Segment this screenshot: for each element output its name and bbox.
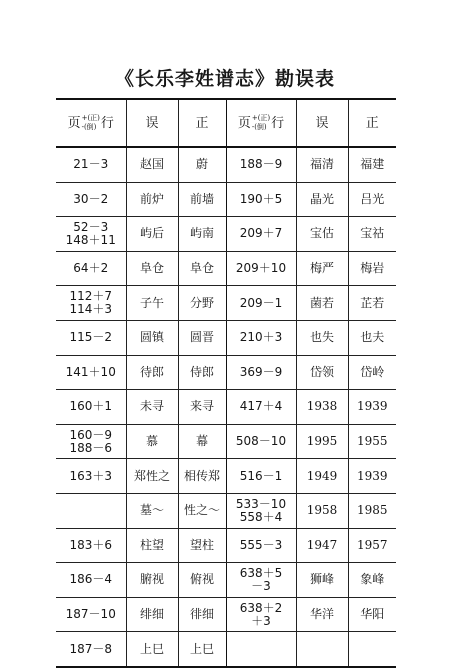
right-page-line-cell — [226, 147, 296, 182]
right-page-line-cell — [226, 217, 296, 252]
left-page-line-text: 148＋11 — [65, 232, 116, 247]
right-wrong-cell: 1938 — [296, 390, 348, 425]
right-page-line-text: 369－9 — [239, 364, 283, 379]
right-right-cell: 1985 — [348, 493, 396, 528]
left-page-line-text: 187－10 — [65, 607, 116, 622]
left-page-line — [73, 158, 108, 171]
left-page-line-text: 160－9 — [69, 427, 113, 442]
left-page-line — [73, 262, 108, 275]
left-page-line-text: 163＋3 — [69, 468, 113, 483]
table-row — [56, 424, 396, 459]
right-page-line — [240, 331, 283, 344]
right-wrong-cell: 宝估 — [296, 217, 348, 252]
right-page-line-text: 508－10 — [235, 434, 287, 449]
left-page-line-cell — [56, 528, 126, 563]
left-page-line — [69, 643, 112, 656]
left-page-line-cell — [56, 251, 126, 286]
left-page-line-cell — [56, 390, 126, 425]
left-right-cell: 来寻 — [178, 390, 226, 425]
left-page-line-text: 30－2 — [73, 191, 109, 206]
header-page-line-right: 页 +(正) -(倒) 行 — [226, 99, 296, 147]
page-title: 《长乐李姓谱志》勘误表 — [114, 68, 335, 90]
table-row — [56, 286, 396, 321]
left-page-line-text: 115－2 — [69, 330, 113, 345]
left-page-line-cell — [56, 182, 126, 217]
table-row — [56, 563, 396, 598]
right-right-cell: 岱岭 — [348, 355, 396, 390]
left-right-cell: 前墙 — [178, 182, 226, 217]
left-page-line-cell — [56, 632, 126, 667]
right-page-line-text: 188－9 — [239, 157, 283, 172]
header-page-line-left: 页 +(正) -(倒) 行 — [56, 99, 126, 147]
right-wrong-cell: 华洋 — [296, 597, 348, 632]
right-page-line — [240, 297, 283, 310]
right-page-line-text: 533－10 — [235, 496, 287, 511]
right-page-line-text: 638＋5 — [239, 565, 283, 580]
right-wrong-cell: 梅严 — [296, 251, 348, 286]
right-page-line — [240, 602, 283, 628]
right-page-line — [240, 158, 283, 171]
header-right-right: 正 — [348, 99, 396, 147]
right-wrong-cell: 1995 — [296, 424, 348, 459]
right-right-cell: 也夫 — [348, 320, 396, 355]
right-right-cell: 华阳 — [348, 597, 396, 632]
right-page-line-cell — [226, 459, 296, 494]
right-page-line-text: 209＋7 — [239, 226, 283, 241]
left-wrong-cell: 前炉 — [126, 182, 178, 217]
left-right-cell: 望柱 — [178, 528, 226, 563]
table-row — [56, 355, 396, 390]
table-row — [56, 147, 396, 182]
right-page-line — [240, 400, 283, 413]
right-page-line-cell — [226, 251, 296, 286]
right-page-line-text: 516－1 — [239, 468, 283, 483]
right-wrong-cell — [296, 632, 348, 667]
left-wrong-cell: 待郎 — [126, 355, 178, 390]
left-page-line-text: 188－6 — [69, 440, 113, 455]
right-right-cell: 1939 — [348, 390, 396, 425]
header-right-left: 正 — [178, 99, 226, 147]
left-right-cell: 分野 — [178, 286, 226, 321]
left-right-cell: 幕 — [178, 424, 226, 459]
right-right-cell: 宝祜 — [348, 217, 396, 252]
left-page-line — [69, 429, 112, 455]
left-page-line-cell — [56, 320, 126, 355]
header-wrong-right: 误 — [296, 99, 348, 147]
table-row — [56, 320, 396, 355]
left-right-cell: 俯视 — [178, 563, 226, 598]
left-page-line-cell — [56, 217, 126, 252]
right-page-line-text: －3 — [251, 578, 271, 593]
right-page-line — [240, 366, 283, 379]
left-page-line-cell — [56, 147, 126, 182]
left-page-line — [69, 539, 112, 552]
left-page-line-cell — [56, 355, 126, 390]
left-page-line-text: 52－3 — [73, 219, 109, 234]
left-page-line-text: 21－3 — [73, 157, 109, 172]
left-page-line-text: 186－4 — [69, 572, 113, 587]
table-row — [56, 597, 396, 632]
left-wrong-cell: 郑性之 — [126, 459, 178, 494]
right-page-line-cell — [226, 632, 296, 667]
right-wrong-cell: 岱领 — [296, 355, 348, 390]
right-right-cell: 梅岩 — [348, 251, 396, 286]
left-page-line — [69, 400, 112, 413]
left-right-cell: 侍郎 — [178, 355, 226, 390]
left-page-line — [69, 573, 112, 586]
left-right-cell: 屿南 — [178, 217, 226, 252]
right-page-line-text: 209＋10 — [235, 261, 287, 276]
left-page-line-text: 187－8 — [69, 641, 113, 656]
right-right-cell: 1955 — [348, 424, 396, 459]
left-page-line-cell — [56, 286, 126, 321]
left-page-line-text: 160＋1 — [69, 399, 113, 414]
right-page-line-cell — [226, 493, 296, 528]
left-page-line-text: 183＋6 — [69, 537, 113, 552]
table-row — [56, 528, 396, 563]
right-wrong-cell: 福清 — [296, 147, 348, 182]
right-wrong-cell: 菌若 — [296, 286, 348, 321]
right-page-line — [240, 567, 283, 593]
left-page-line-cell — [56, 493, 126, 528]
left-wrong-cell: 赵国 — [126, 147, 178, 182]
right-page-line — [236, 262, 286, 275]
right-right-cell — [348, 632, 396, 667]
left-wrong-cell: 柱望 — [126, 528, 178, 563]
table-row — [56, 493, 396, 528]
left-page-line-text: 64＋2 — [73, 261, 109, 276]
right-right-cell: 1957 — [348, 528, 396, 563]
right-right-cell: 象峰 — [348, 563, 396, 598]
left-page-line-cell — [56, 424, 126, 459]
right-page-line-cell — [226, 563, 296, 598]
left-wrong-cell: 阜仓 — [126, 251, 178, 286]
right-page-line-text: 555－3 — [239, 537, 283, 552]
right-page-line-text: 417＋4 — [239, 399, 283, 414]
right-page-line-cell — [226, 390, 296, 425]
table-row — [56, 182, 396, 217]
right-page-line-text: ＋3 — [251, 613, 271, 628]
right-page-line-text: 638＋2 — [239, 600, 283, 615]
left-page-line — [69, 470, 112, 483]
left-page-line-cell — [56, 563, 126, 598]
left-wrong-cell: 上巳 — [126, 632, 178, 667]
left-wrong-cell: 腑视 — [126, 563, 178, 598]
left-page-line — [73, 193, 108, 206]
table-row — [56, 390, 396, 425]
left-right-cell: 上巳 — [178, 632, 226, 667]
right-page-line — [240, 470, 283, 483]
left-page-line-text: 141＋10 — [65, 364, 116, 379]
right-wrong-cell: 1947 — [296, 528, 348, 563]
right-page-line-cell — [226, 286, 296, 321]
right-page-line-cell — [226, 182, 296, 217]
right-wrong-cell: 也失 — [296, 320, 348, 355]
left-wrong-cell: 子午 — [126, 286, 178, 321]
left-page-line-text: 114＋3 — [69, 302, 113, 317]
left-wrong-cell: 屿后 — [126, 217, 178, 252]
left-wrong-cell: 墓～ — [126, 493, 178, 528]
right-right-cell: 芷若 — [348, 286, 396, 321]
right-right-cell: 福建 — [348, 147, 396, 182]
table-row — [56, 632, 396, 667]
left-page-line — [66, 221, 116, 247]
right-page-line-text: 210＋3 — [239, 330, 283, 345]
table-row — [56, 251, 396, 286]
left-right-cell: 相传郑 — [178, 459, 226, 494]
right-page-line-cell — [226, 320, 296, 355]
left-page-line — [66, 366, 116, 379]
right-page-line-text: 190＋5 — [239, 191, 283, 206]
left-page-line-cell — [56, 597, 126, 632]
left-right-cell: 圆晋 — [178, 320, 226, 355]
right-page-line — [236, 498, 286, 524]
right-page-line — [240, 193, 283, 206]
table-row — [56, 217, 396, 252]
right-page-line-cell — [226, 355, 296, 390]
left-wrong-cell: 绯细 — [126, 597, 178, 632]
right-page-line — [236, 435, 286, 448]
right-page-line — [240, 227, 283, 240]
left-page-line-text: 112＋7 — [69, 289, 113, 304]
table-header-row — [56, 99, 396, 147]
left-right-cell: 阜仓 — [178, 251, 226, 286]
left-page-line-cell — [56, 459, 126, 494]
right-page-line — [240, 539, 283, 552]
left-page-line — [69, 331, 112, 344]
right-page-line-cell — [226, 597, 296, 632]
header-wrong-left: 误 — [126, 99, 178, 147]
left-page-line — [69, 290, 112, 316]
right-page-line-text: 558＋4 — [239, 509, 283, 524]
right-page-line-text: 209－1 — [239, 295, 283, 310]
right-right-cell: 吕光 — [348, 182, 396, 217]
right-page-line-cell — [226, 528, 296, 563]
left-wrong-cell: 圆镇 — [126, 320, 178, 355]
right-page-line-cell — [226, 424, 296, 459]
errata-table — [56, 98, 396, 668]
right-right-cell: 1939 — [348, 459, 396, 494]
left-right-cell: 徘细 — [178, 597, 226, 632]
left-page-line — [66, 608, 116, 621]
right-wrong-cell: 1949 — [296, 459, 348, 494]
right-wrong-cell: 狮峰 — [296, 563, 348, 598]
right-wrong-cell: 1958 — [296, 493, 348, 528]
left-wrong-cell: 未寻 — [126, 390, 178, 425]
left-right-cell: 性之～ — [178, 493, 226, 528]
left-right-cell: 蔚 — [178, 147, 226, 182]
left-wrong-cell: 慕 — [126, 424, 178, 459]
table-row — [56, 459, 396, 494]
right-wrong-cell: 晶光 — [296, 182, 348, 217]
